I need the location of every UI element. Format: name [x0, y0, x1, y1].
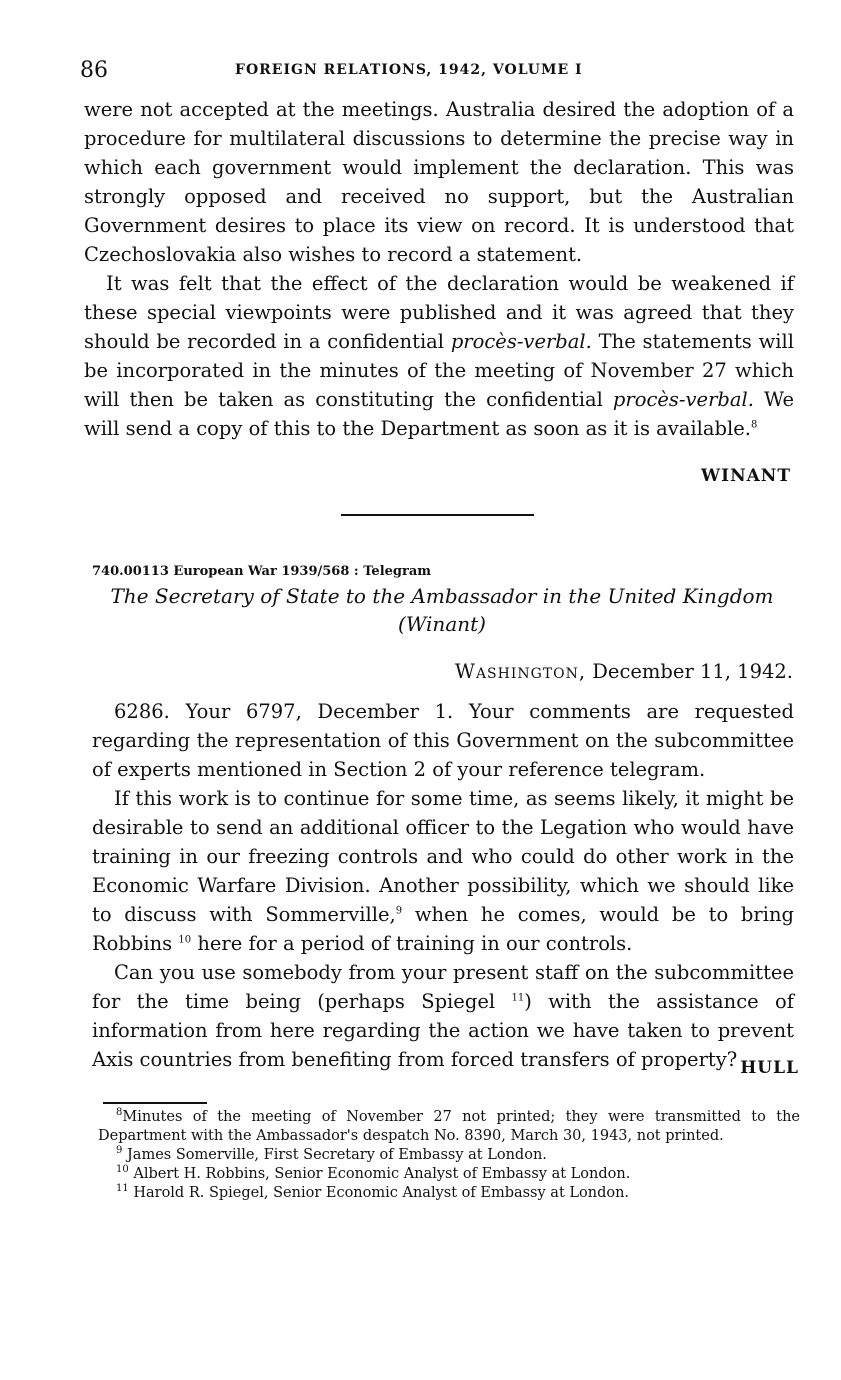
telegram-paragraph-2-b: when he comes, would be to bring Robbins [92, 903, 794, 955]
telegram-paragraph-3-a: Can you use somebody from your present staff on the subcommittee for the time being (perhaps Spiegel [92, 961, 794, 1013]
footnote-8 [98, 1108, 800, 1146]
proces-verbal-term-1: procès-verbal. [450, 330, 592, 353]
previous-paragraph-1: were not accepted at the meetings. Australia desired the adoption of a procedure for multilateral discussions to determine the precise way in which each government would implement the declaration. This was strongly opposed and received no support, but the Australian Government desires to place its view on record. It is understood that Czechoslovakia also wishes to record a statement. [84, 98, 794, 266]
running-head [80, 58, 780, 88]
telegram-paragraph-3-b: ) with the assistance of information from here regarding the action we have taken to prevent Axis countries from benefiting from forced transfers of property? [92, 990, 795, 1071]
title-line-2: (Winant) [398, 612, 486, 636]
footnote-11 [98, 1184, 800, 1203]
footnote-8-number: 8 [116, 1107, 123, 1119]
previous-paragraph-2-end: We will send a copy of this to the Department as soon as it is available. [84, 388, 794, 440]
footnote-9-text: James Somerville, First Secretary of Embassy at London. [126, 1147, 547, 1163]
footnote-10-number: 10 [116, 1164, 129, 1176]
telegram-paragraph-2 [92, 784, 794, 958]
telegram-paragraph-3 [92, 958, 794, 1074]
footnote-reference-8: 8 [750, 419, 758, 431]
document-title [92, 582, 792, 638]
dateline-date: December 11, 1942. [586, 660, 793, 683]
telegram-paragraph-2-c: here for a period of training in our controls. [191, 932, 633, 955]
title-line-1: The Secretary of State to the Ambassador in the United Kingdom [110, 584, 774, 608]
footnote-reference-10: 10 [178, 934, 192, 946]
telegram-paragraph-1: 6286. Your 6797, December 1. Your comments are requested regarding the representation of this Government on the subcommittee of experts mentioned in Section 2 of your reference telegram. [92, 700, 794, 781]
telegram-body [92, 697, 794, 1074]
dateline-place: Washington, [454, 660, 587, 683]
signature-winant: WINANT [701, 466, 791, 486]
previous-paragraph-2-start: It was felt that the effect of the declaration would be weakened if these special viewpoints were published and it was agreed that they should be recorded in a confidential [84, 272, 794, 353]
page-number: 86 [80, 58, 108, 83]
previous-paragraph-2 [84, 269, 794, 443]
footnotes [98, 1108, 800, 1203]
running-title: FOREIGN RELATIONS, 1942, VOLUME I [235, 62, 583, 78]
proces-verbal-term-2: procès-verbal. [612, 388, 754, 411]
dateline [455, 660, 793, 683]
footnote-9-number: 9 [116, 1145, 123, 1157]
footnote-8-text: Minutes of the meeting of November 27 not printed; they were transmitted to the Department with the Ambassador's despatch No. 8390, March 30, 1943, not printed. [98, 1109, 800, 1144]
footnote-9 [98, 1146, 800, 1165]
file-reference: 740.00113 European War 1939/568 : Telegram [92, 564, 432, 579]
previous-paragraph-2-middle: The statements will be incorporated in the minutes of the meeting of November 27 which will then be taken as constituting the confidential [84, 330, 794, 411]
footnote-10 [98, 1165, 800, 1184]
footnote-11-text: Harold R. Spiegel, Senior Economic Analyst of Embassy at London. [133, 1185, 630, 1201]
footnote-rule [103, 1102, 207, 1104]
footnote-11-number: 11 [116, 1183, 129, 1195]
previous-telegram-continuation [84, 95, 794, 443]
footnote-reference-11: 11 [511, 992, 525, 1004]
signature-hull: HULL [740, 1058, 799, 1078]
footnote-10-text: Albert H. Robbins, Senior Economic Analyst of Embassy at London. [133, 1166, 631, 1182]
section-divider [341, 514, 534, 516]
footnote-reference-9: 9 [395, 905, 403, 917]
telegram-paragraph-2-a: If this work is to continue for some time, as seems likely, it might be desirable to send an additional officer to the Legation who would have training in our freezing controls and who could do other work in the Economic Warfare Division. Another possibility, which we should like to discuss with Sommerville, [92, 787, 794, 926]
